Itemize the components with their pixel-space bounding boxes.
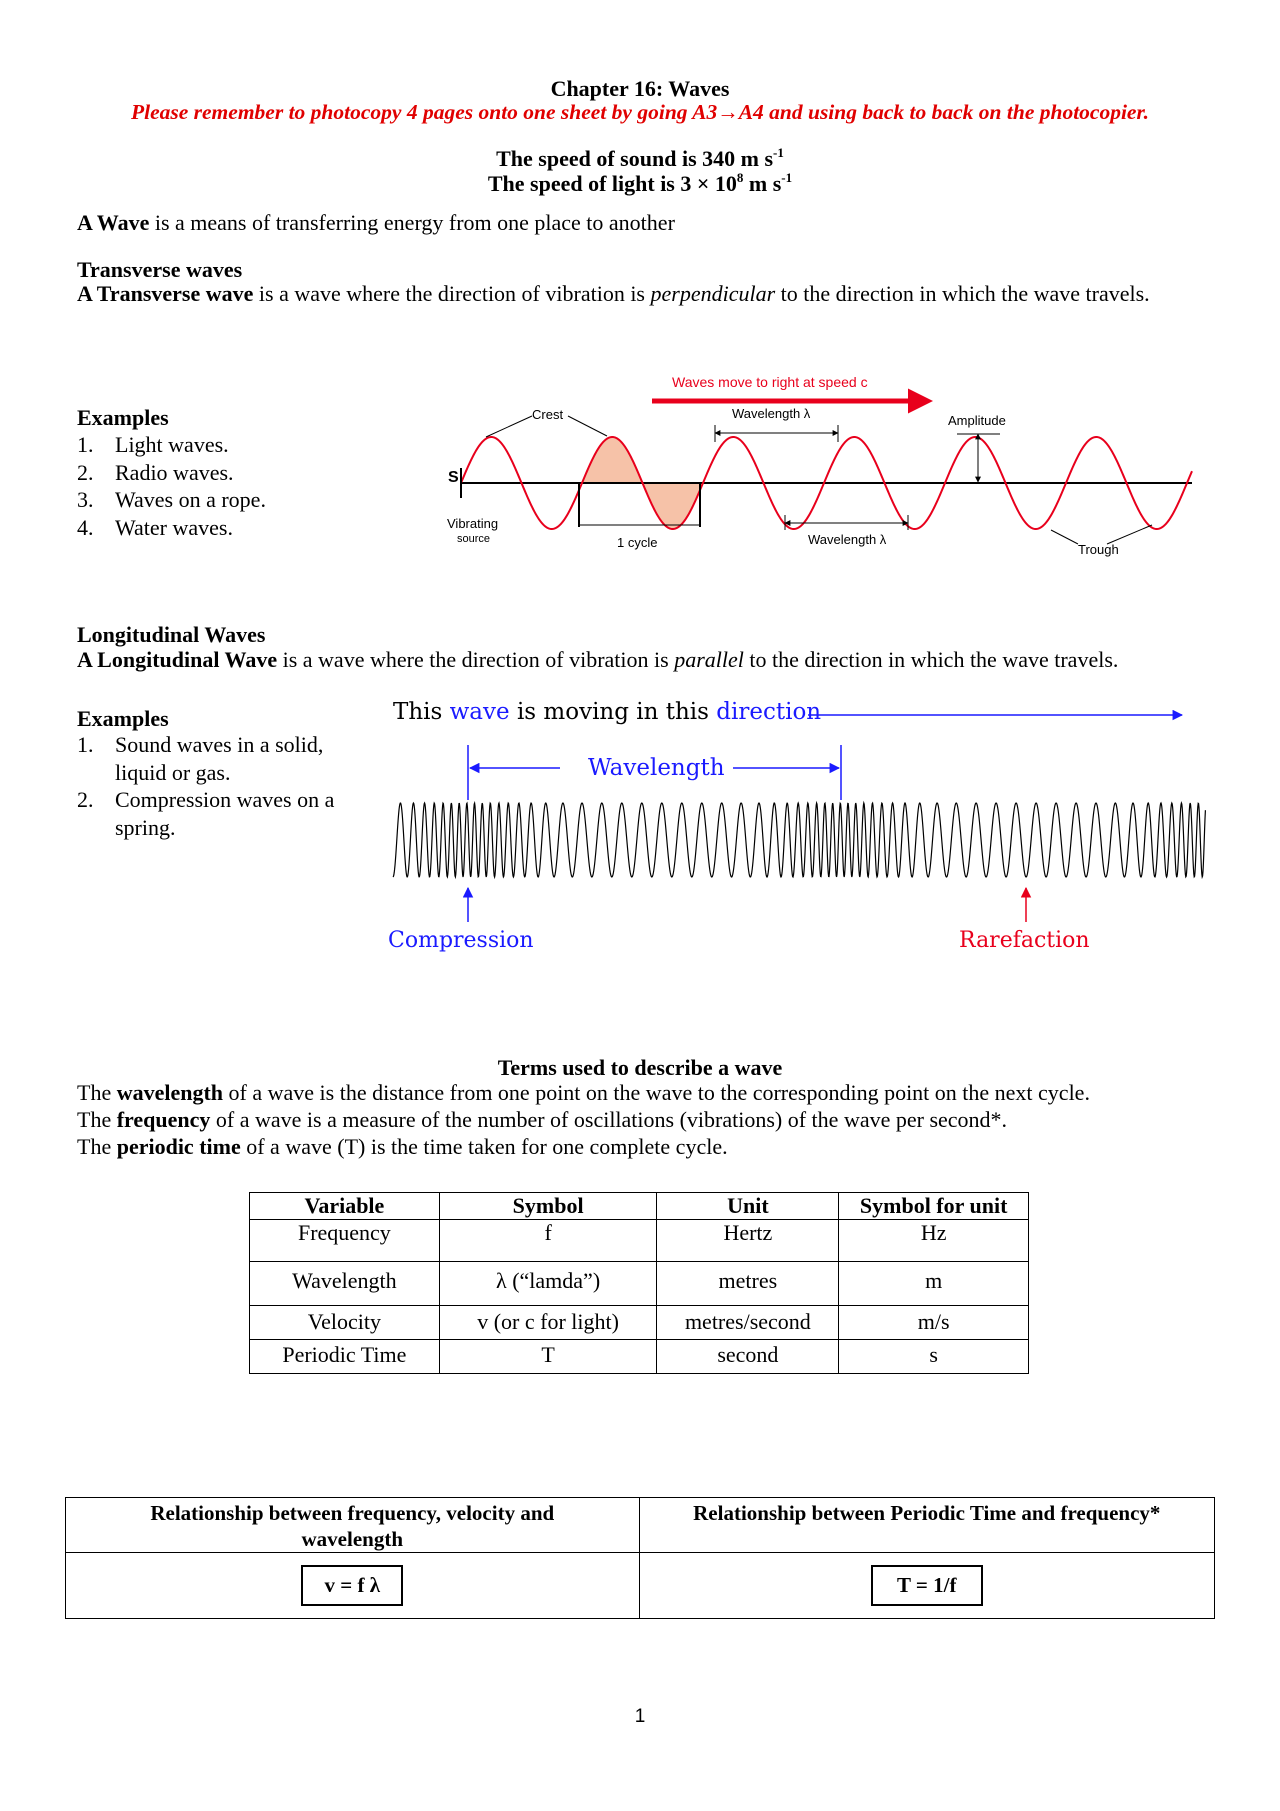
list-item: 2. Radio waves.: [77, 459, 234, 485]
direction-caption: This wave is moving in this direction: [393, 699, 822, 725]
longitudinal-wave-diagram: [385, 690, 1210, 965]
terms-line-wavelength: The wavelength of a wave is the distance from one point on the wave to the corresponding point on the next cycle.: [77, 1080, 1090, 1105]
table-header-row: [250, 1193, 1029, 1220]
list-item: 2. Compression waves on a spring.: [77, 787, 335, 840]
transverse-examples-list: [77, 431, 377, 541]
table-cell: metres: [657, 1262, 839, 1306]
chapter-title: Chapter 16: Waves: [550, 76, 730, 101]
table-cell: f: [439, 1220, 657, 1262]
table-header: Symbol for unit: [839, 1193, 1029, 1220]
table-cell: m: [839, 1262, 1029, 1306]
table-cell: v (or c for light): [439, 1306, 657, 1340]
right-relationship-heading: Relationship between Periodic Time and frequency*: [639, 1498, 1214, 1553]
trough-pointer: [1107, 525, 1152, 544]
table-cell: Periodic Time: [250, 1340, 440, 1374]
longitudinal-examples-list: [77, 731, 357, 841]
speed-label: Waves move to right at speed c: [672, 374, 868, 390]
cycle-label: 1 cycle: [617, 535, 658, 550]
list-item: 3. Waves on a rope.: [77, 487, 266, 512]
table-header: Symbol: [439, 1193, 657, 1220]
wavelength-bottom-label: Wavelength λ: [808, 532, 887, 547]
spring-coil: [393, 803, 1205, 877]
source-text: source: [457, 533, 491, 545]
photocopy-notice: Please remember to photocopy 4 pages onto one sheet by going A3→A4 and using back to back on the photocopier.: [130, 100, 1150, 124]
list-item: 4. Water waves.: [77, 514, 233, 540]
table-cell: Hz: [839, 1220, 1029, 1262]
table-row: [66, 1553, 1215, 1619]
speed-of-light: The speed of light is $3 \times 10^8$ m $s^{-1}$: [487, 170, 793, 196]
table-row: [66, 1498, 1215, 1553]
left-relationship-heading: Relationship between frequency, velocity and wavelength: [66, 1498, 640, 1553]
longitudinal-heading: Longitudinal Waves: [77, 622, 266, 647]
crest-pointer: [486, 416, 532, 437]
left-formula-cell: [66, 1553, 640, 1619]
compression-label: Compression: [388, 928, 534, 953]
wave-definition: A Wave is a means of transferring energy from one place to another: [77, 210, 675, 235]
vibrating-label: Vibrating: [447, 516, 499, 531]
trough-pointer: [1051, 530, 1078, 544]
rarefaction-label: Rarefaction: [959, 928, 1090, 953]
source-label: S: [448, 469, 459, 486]
table-cell: Hertz: [657, 1220, 839, 1262]
crest-pointer: [568, 416, 607, 436]
page-number: 1: [634, 1706, 646, 1727]
table-cell: second: [657, 1340, 839, 1374]
table-cell: λ (“lamda”): [439, 1262, 657, 1306]
right-formula-cell: [639, 1553, 1214, 1619]
period-formula: T = 1/f: [871, 1565, 983, 1606]
table-cell: Velocity: [250, 1306, 440, 1340]
crest-label: Crest: [532, 407, 564, 422]
amplitude-label: Amplitude: [948, 413, 1006, 428]
wavelength-top-label: Wavelength λ: [732, 406, 811, 421]
table-cell: metres/second: [657, 1306, 839, 1340]
table-cell: s: [839, 1340, 1029, 1374]
velocity-formula: v = f λ: [301, 1565, 403, 1606]
table-cell: T: [439, 1340, 657, 1374]
table-row: [250, 1262, 1029, 1306]
longitudinal-examples-heading: Examples: [77, 706, 169, 731]
table-header: Unit: [657, 1193, 839, 1220]
wavelength-label: Wavelength: [588, 755, 725, 781]
table-row: [250, 1220, 1029, 1262]
terms-line-periodic-time: The periodic time of a wave (T) is the time taken for one complete cycle.: [77, 1134, 728, 1159]
terms-line-frequency: The frequency of a wave is a measure of the number of oscillations (vibrations) of the wave per second*.: [77, 1107, 1008, 1132]
table-header: Variable: [250, 1193, 440, 1220]
longitudinal-definition: A Longitudinal Wave is a wave where the direction of vibration is parallel to the direction in which the wave travels.: [77, 647, 1119, 672]
relationships-table: [65, 1497, 1215, 1619]
table-cell: Wavelength: [250, 1262, 440, 1306]
table-cell: Frequency: [250, 1220, 440, 1262]
transverse-heading: Transverse waves: [77, 257, 243, 282]
transverse-examples-heading: Examples: [77, 405, 169, 430]
speed-of-sound: The speed of sound is 340 m $s^{-1}$: [496, 145, 784, 171]
terms-heading: Terms used to describe a wave: [497, 1055, 783, 1080]
transverse-wave-diagram: [440, 370, 1200, 570]
table-row: [250, 1340, 1029, 1374]
trough-label: Trough: [1078, 542, 1119, 557]
list-item: 1. Sound waves in a solid, liquid or gas.: [77, 732, 324, 785]
table-cell: m/s: [839, 1306, 1029, 1340]
transverse-definition: A Transverse wave is a wave where the direction of vibration is perpendicular to the direction in which the wave travels.: [77, 281, 1150, 306]
list-item: 1. Light waves.: [77, 432, 229, 457]
variables-table: [249, 1192, 1029, 1374]
table-row: [250, 1306, 1029, 1340]
